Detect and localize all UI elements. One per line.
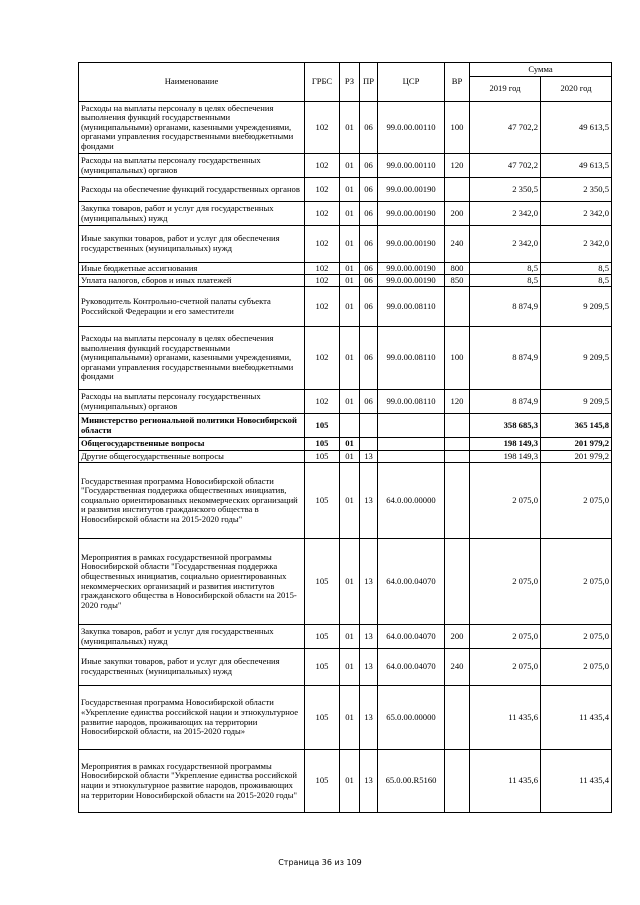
row-sum-2019-cell: 358 685,3 bbox=[470, 414, 541, 438]
row-name-cell: Расходы на выплаты персоналу в целях обеспечения выполнения функций государственными (муниципальными) органами, казенными учреждениями, органами управления государственными внебюджетными фондами bbox=[79, 102, 305, 154]
table-row bbox=[79, 154, 612, 178]
row-vr-cell: 240 bbox=[445, 226, 470, 263]
row-pr-cell: 06 bbox=[360, 275, 378, 287]
row-name-cell: Расходы на обеспечение функций государственных органов bbox=[79, 178, 305, 202]
row-vr-cell: 200 bbox=[445, 202, 470, 226]
row-sum-2020-cell: 8,5 bbox=[541, 275, 612, 287]
row-pr-cell: 13 bbox=[360, 463, 378, 539]
row-pr-cell: 06 bbox=[360, 102, 378, 154]
header-vr: ВР bbox=[445, 63, 470, 102]
row-grbs-cell: 102 bbox=[305, 263, 340, 275]
row-sum-2019-cell: 2 342,0 bbox=[470, 226, 541, 263]
row-name-cell: Мероприятия в рамках государственной программы Новосибирской области "Укрепление единства российской нации и этнокультурное развитие народов, проживающих на территории Новосибирской области на 2015-2020 годы" bbox=[79, 750, 305, 813]
row-grbs-cell: 102 bbox=[305, 102, 340, 154]
row-sum-2019-cell: 2 075,0 bbox=[470, 463, 541, 539]
row-grbs-cell: 102 bbox=[305, 154, 340, 178]
row-pr-cell: 13 bbox=[360, 750, 378, 813]
row-vr-cell: 120 bbox=[445, 154, 470, 178]
row-grbs-cell: 105 bbox=[305, 414, 340, 438]
row-pr-cell: 06 bbox=[360, 154, 378, 178]
row-sum-2020-cell: 2 075,0 bbox=[541, 463, 612, 539]
row-name-cell: Государственная программа Новосибирской области "Государственная поддержка общественных инициатив, социально ориентированных некоммерческих организаций и развития институтов гражданского общества в Новосибирской области на 2015-2020 годы" bbox=[79, 463, 305, 539]
row-name-cell: Мероприятия в рамках государственной программы Новосибирской области "Государственная поддержка общественных инициатив, социально ориентированных некоммерческих организаций и развития институтов гражданского общества в Новосибирской области на 2015-2020 годы" bbox=[79, 539, 305, 625]
row-pr-cell: 06 bbox=[360, 226, 378, 263]
row-rz-cell: 01 bbox=[340, 390, 360, 414]
row-pr-cell bbox=[360, 414, 378, 438]
table-row bbox=[79, 327, 612, 390]
row-csr-cell: 64.0.00.04070 bbox=[378, 539, 445, 625]
row-pr-cell: 13 bbox=[360, 451, 378, 463]
row-pr-cell: 06 bbox=[360, 327, 378, 390]
row-csr-cell: 99.0.00.08110 bbox=[378, 390, 445, 414]
row-vr-cell: 800 bbox=[445, 263, 470, 275]
table-row bbox=[79, 438, 612, 451]
row-pr-cell: 13 bbox=[360, 686, 378, 750]
row-vr-cell: 120 bbox=[445, 390, 470, 414]
row-pr-cell bbox=[360, 438, 378, 451]
table-row bbox=[79, 287, 612, 327]
row-csr-cell: 64.0.00.04070 bbox=[378, 625, 445, 649]
row-sum-2020-cell: 9 209,5 bbox=[541, 287, 612, 327]
row-vr-cell: 100 bbox=[445, 327, 470, 390]
header-sum: Сумма bbox=[470, 63, 612, 77]
row-sum-2019-cell: 8,5 bbox=[470, 275, 541, 287]
row-name-cell: Расходы на выплаты персоналу в целях обеспечения выполнения функций государственными (муниципальными) органами, казенными учреждениями, органами управления государственными внебюджетными фондами bbox=[79, 327, 305, 390]
row-vr-cell: 850 bbox=[445, 275, 470, 287]
table-row bbox=[79, 275, 612, 287]
row-name-cell: Государственная программа Новосибирской области «Укрепление единства российской нации и этнокультурное развитие народов, проживающих на территории Новосибирской области, на 2015-2020 годы» bbox=[79, 686, 305, 750]
row-rz-cell: 01 bbox=[340, 202, 360, 226]
row-sum-2020-cell: 2 075,0 bbox=[541, 649, 612, 686]
row-rz-cell: 01 bbox=[340, 154, 360, 178]
table-row bbox=[79, 390, 612, 414]
table-row bbox=[79, 178, 612, 202]
table-row bbox=[79, 686, 612, 750]
row-csr-cell: 99.0.00.00110 bbox=[378, 154, 445, 178]
row-sum-2020-cell: 201 979,2 bbox=[541, 451, 612, 463]
row-pr-cell: 13 bbox=[360, 649, 378, 686]
row-sum-2020-cell: 49 613,5 bbox=[541, 102, 612, 154]
row-sum-2019-cell: 2 350,5 bbox=[470, 178, 541, 202]
row-csr-cell: 99.0.00.00190 bbox=[378, 202, 445, 226]
row-sum-2019-cell: 8 874,9 bbox=[470, 287, 541, 327]
table-row bbox=[79, 625, 612, 649]
row-grbs-cell: 102 bbox=[305, 202, 340, 226]
header-name: Наименование bbox=[79, 63, 305, 102]
row-csr-cell: 99.0.00.00110 bbox=[378, 102, 445, 154]
row-csr-cell: 65.0.00.R5160 bbox=[378, 750, 445, 813]
row-csr-cell: 99.0.00.00190 bbox=[378, 226, 445, 263]
row-sum-2020-cell: 2 342,0 bbox=[541, 226, 612, 263]
row-rz-cell: 01 bbox=[340, 287, 360, 327]
row-sum-2020-cell: 2 075,0 bbox=[541, 539, 612, 625]
row-grbs-cell: 105 bbox=[305, 750, 340, 813]
row-name-cell: Закупка товаров, работ и услуг для государственных (муниципальных) нужд bbox=[79, 202, 305, 226]
header-year-2019: 2019 год bbox=[470, 77, 541, 102]
row-rz-cell: 01 bbox=[340, 275, 360, 287]
row-rz-cell: 01 bbox=[340, 451, 360, 463]
row-csr-cell: 65.0.00.00000 bbox=[378, 686, 445, 750]
row-csr-cell bbox=[378, 451, 445, 463]
header-pr: ПР bbox=[360, 63, 378, 102]
row-sum-2020-cell: 11 435,4 bbox=[541, 750, 612, 813]
row-csr-cell: 99.0.00.00190 bbox=[378, 275, 445, 287]
row-grbs-cell: 105 bbox=[305, 649, 340, 686]
row-name-cell: Общегосударственные вопросы bbox=[79, 438, 305, 451]
row-grbs-cell: 105 bbox=[305, 625, 340, 649]
row-pr-cell: 06 bbox=[360, 390, 378, 414]
row-sum-2020-cell: 8,5 bbox=[541, 263, 612, 275]
row-vr-cell: 100 bbox=[445, 102, 470, 154]
row-vr-cell bbox=[445, 287, 470, 327]
row-rz-cell: 01 bbox=[340, 263, 360, 275]
row-sum-2019-cell: 2 342,0 bbox=[470, 202, 541, 226]
row-sum-2019-cell: 8,5 bbox=[470, 263, 541, 275]
row-sum-2019-cell: 198 149,3 bbox=[470, 438, 541, 451]
row-csr-cell: 64.0.00.00000 bbox=[378, 463, 445, 539]
row-csr-cell: 99.0.00.08110 bbox=[378, 287, 445, 327]
row-vr-cell bbox=[445, 438, 470, 451]
row-rz-cell: 01 bbox=[340, 327, 360, 390]
table-row bbox=[79, 649, 612, 686]
row-rz-cell: 01 bbox=[340, 625, 360, 649]
row-rz-cell: 01 bbox=[340, 178, 360, 202]
row-rz-cell: 01 bbox=[340, 539, 360, 625]
row-sum-2019-cell: 8 874,9 bbox=[470, 390, 541, 414]
row-vr-cell: 200 bbox=[445, 625, 470, 649]
page-footer: Страница 36 из 109 bbox=[278, 858, 362, 867]
header-year-2020: 2020 год bbox=[541, 77, 612, 102]
row-name-cell: Закупка товаров, работ и услуг для государственных (муниципальных) нужд bbox=[79, 625, 305, 649]
table-header bbox=[79, 63, 612, 102]
table-row bbox=[79, 539, 612, 625]
row-sum-2019-cell: 11 435,6 bbox=[470, 686, 541, 750]
row-vr-cell bbox=[445, 178, 470, 202]
row-name-cell: Руководитель Контрольно-счетной палаты субъекта Российской Федерации и его заместители bbox=[79, 287, 305, 327]
row-sum-2020-cell: 9 209,5 bbox=[541, 327, 612, 390]
row-vr-cell bbox=[445, 451, 470, 463]
row-grbs-cell: 102 bbox=[305, 226, 340, 263]
row-rz-cell: 01 bbox=[340, 750, 360, 813]
table-body bbox=[79, 102, 612, 813]
row-pr-cell: 06 bbox=[360, 202, 378, 226]
table-row bbox=[79, 463, 612, 539]
row-grbs-cell: 105 bbox=[305, 438, 340, 451]
row-vr-cell bbox=[445, 686, 470, 750]
row-csr-cell: 64.0.00.04070 bbox=[378, 649, 445, 686]
document-page bbox=[78, 62, 611, 813]
row-pr-cell: 13 bbox=[360, 625, 378, 649]
header-grbs: ГРБС bbox=[305, 63, 340, 102]
row-sum-2020-cell: 2 075,0 bbox=[541, 625, 612, 649]
row-name-cell: Расходы на выплаты персоналу государственных (муниципальных) органов bbox=[79, 154, 305, 178]
row-name-cell: Иные бюджетные ассигнования bbox=[79, 263, 305, 275]
row-vr-cell: 240 bbox=[445, 649, 470, 686]
row-grbs-cell: 105 bbox=[305, 539, 340, 625]
row-name-cell: Уплата налогов, сборов и иных платежей bbox=[79, 275, 305, 287]
header-csr: ЦСР bbox=[378, 63, 445, 102]
table-row bbox=[79, 263, 612, 275]
row-grbs-cell: 102 bbox=[305, 390, 340, 414]
row-rz-cell: 01 bbox=[340, 438, 360, 451]
row-name-cell: Министерство региональной политики Новосибирской области bbox=[79, 414, 305, 438]
row-vr-cell bbox=[445, 539, 470, 625]
row-pr-cell: 13 bbox=[360, 539, 378, 625]
row-rz-cell: 01 bbox=[340, 463, 360, 539]
row-vr-cell bbox=[445, 463, 470, 539]
row-name-cell: Расходы на выплаты персоналу государственных (муниципальных) органов bbox=[79, 390, 305, 414]
row-sum-2019-cell: 8 874,9 bbox=[470, 327, 541, 390]
row-csr-cell bbox=[378, 414, 445, 438]
row-sum-2019-cell: 47 702,2 bbox=[470, 154, 541, 178]
table-row bbox=[79, 102, 612, 154]
row-grbs-cell: 105 bbox=[305, 463, 340, 539]
row-sum-2020-cell: 2 342,0 bbox=[541, 202, 612, 226]
row-csr-cell bbox=[378, 438, 445, 451]
row-grbs-cell: 102 bbox=[305, 275, 340, 287]
row-sum-2020-cell: 2 350,5 bbox=[541, 178, 612, 202]
row-name-cell: Другие общегосударственные вопросы bbox=[79, 451, 305, 463]
row-csr-cell: 99.0.00.00190 bbox=[378, 263, 445, 275]
budget-table bbox=[78, 62, 612, 813]
row-rz-cell bbox=[340, 414, 360, 438]
row-sum-2019-cell: 47 702,2 bbox=[470, 102, 541, 154]
row-rz-cell: 01 bbox=[340, 226, 360, 263]
row-pr-cell: 06 bbox=[360, 287, 378, 327]
row-grbs-cell: 102 bbox=[305, 287, 340, 327]
row-csr-cell: 99.0.00.08110 bbox=[378, 327, 445, 390]
table-row bbox=[79, 451, 612, 463]
row-grbs-cell: 105 bbox=[305, 686, 340, 750]
row-grbs-cell: 102 bbox=[305, 178, 340, 202]
row-vr-cell bbox=[445, 414, 470, 438]
row-sum-2019-cell: 198 149,3 bbox=[470, 451, 541, 463]
table-row bbox=[79, 226, 612, 263]
row-pr-cell: 06 bbox=[360, 263, 378, 275]
header-rz: РЗ bbox=[340, 63, 360, 102]
row-vr-cell bbox=[445, 750, 470, 813]
row-name-cell: Иные закупки товаров, работ и услуг для обеспечения государственных (муниципальных) нужд bbox=[79, 649, 305, 686]
table-row bbox=[79, 202, 612, 226]
row-sum-2019-cell: 2 075,0 bbox=[470, 539, 541, 625]
row-rz-cell: 01 bbox=[340, 649, 360, 686]
row-sum-2020-cell: 11 435,4 bbox=[541, 686, 612, 750]
row-rz-cell: 01 bbox=[340, 102, 360, 154]
row-grbs-cell: 105 bbox=[305, 451, 340, 463]
table-row bbox=[79, 414, 612, 438]
row-csr-cell: 99.0.00.00190 bbox=[378, 178, 445, 202]
row-grbs-cell: 102 bbox=[305, 327, 340, 390]
row-pr-cell: 06 bbox=[360, 178, 378, 202]
row-sum-2020-cell: 365 145,8 bbox=[541, 414, 612, 438]
row-sum-2019-cell: 2 075,0 bbox=[470, 625, 541, 649]
row-sum-2020-cell: 9 209,5 bbox=[541, 390, 612, 414]
row-sum-2020-cell: 201 979,2 bbox=[541, 438, 612, 451]
row-sum-2019-cell: 11 435,6 bbox=[470, 750, 541, 813]
row-name-cell: Иные закупки товаров, работ и услуг для обеспечения государственных (муниципальных) нужд bbox=[79, 226, 305, 263]
row-sum-2020-cell: 49 613,5 bbox=[541, 154, 612, 178]
table-row bbox=[79, 750, 612, 813]
row-sum-2019-cell: 2 075,0 bbox=[470, 649, 541, 686]
row-rz-cell: 01 bbox=[340, 686, 360, 750]
